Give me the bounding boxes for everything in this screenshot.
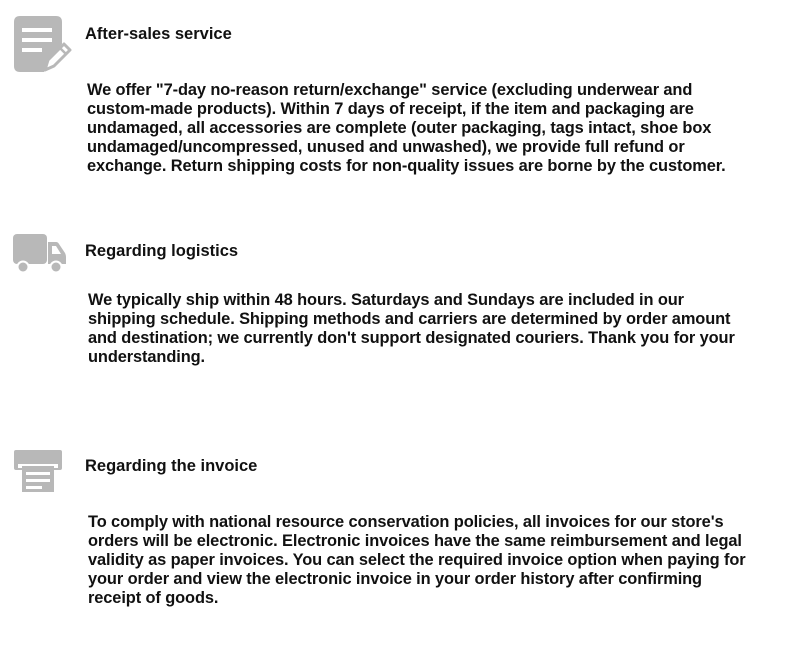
invoice-title: Regarding the invoice [85, 457, 258, 475]
invoice-text: To comply with national resource conservation policies, all invoices for our store's orders will be electronic. Electronic invoices have the same reimbursement and legal validity as paper invoices. You can select the required invoice option when paying for your order and view the electronic invoice in your order history after confirming receipt of goods. [88, 513, 746, 607]
after-sales-text: We offer "7-day no-reason return/exchange" service (excluding underwear and custom-made products). Within 7 days of receipt, if the item and packaging are undamaged, all accessories are complete (outer packaging, tags intact, shoe box undamaged/uncompressed, unused and unwashed), we provide full refund or exchange. Return shipping costs for non-quality issues are borne by the customer. [87, 81, 726, 175]
after-sales-title: After-sales service [85, 25, 232, 43]
delivery-truck-icon [12, 231, 68, 280]
logistics-section [0, 215, 790, 395]
invoice-section [0, 430, 790, 650]
after-sales-section [0, 0, 790, 200]
logistics-title: Regarding logistics [85, 242, 239, 260]
edit-document-icon [12, 14, 72, 81]
invoice-printer-icon [12, 448, 66, 499]
logistics-text: We typically ship within 48 hours. Saturdays and Sundays are included in our shipping schedule. Shipping methods and carriers are determined by order amount and destination; we currently don't support designated couriers. Thank you for your understanding. [88, 291, 735, 366]
